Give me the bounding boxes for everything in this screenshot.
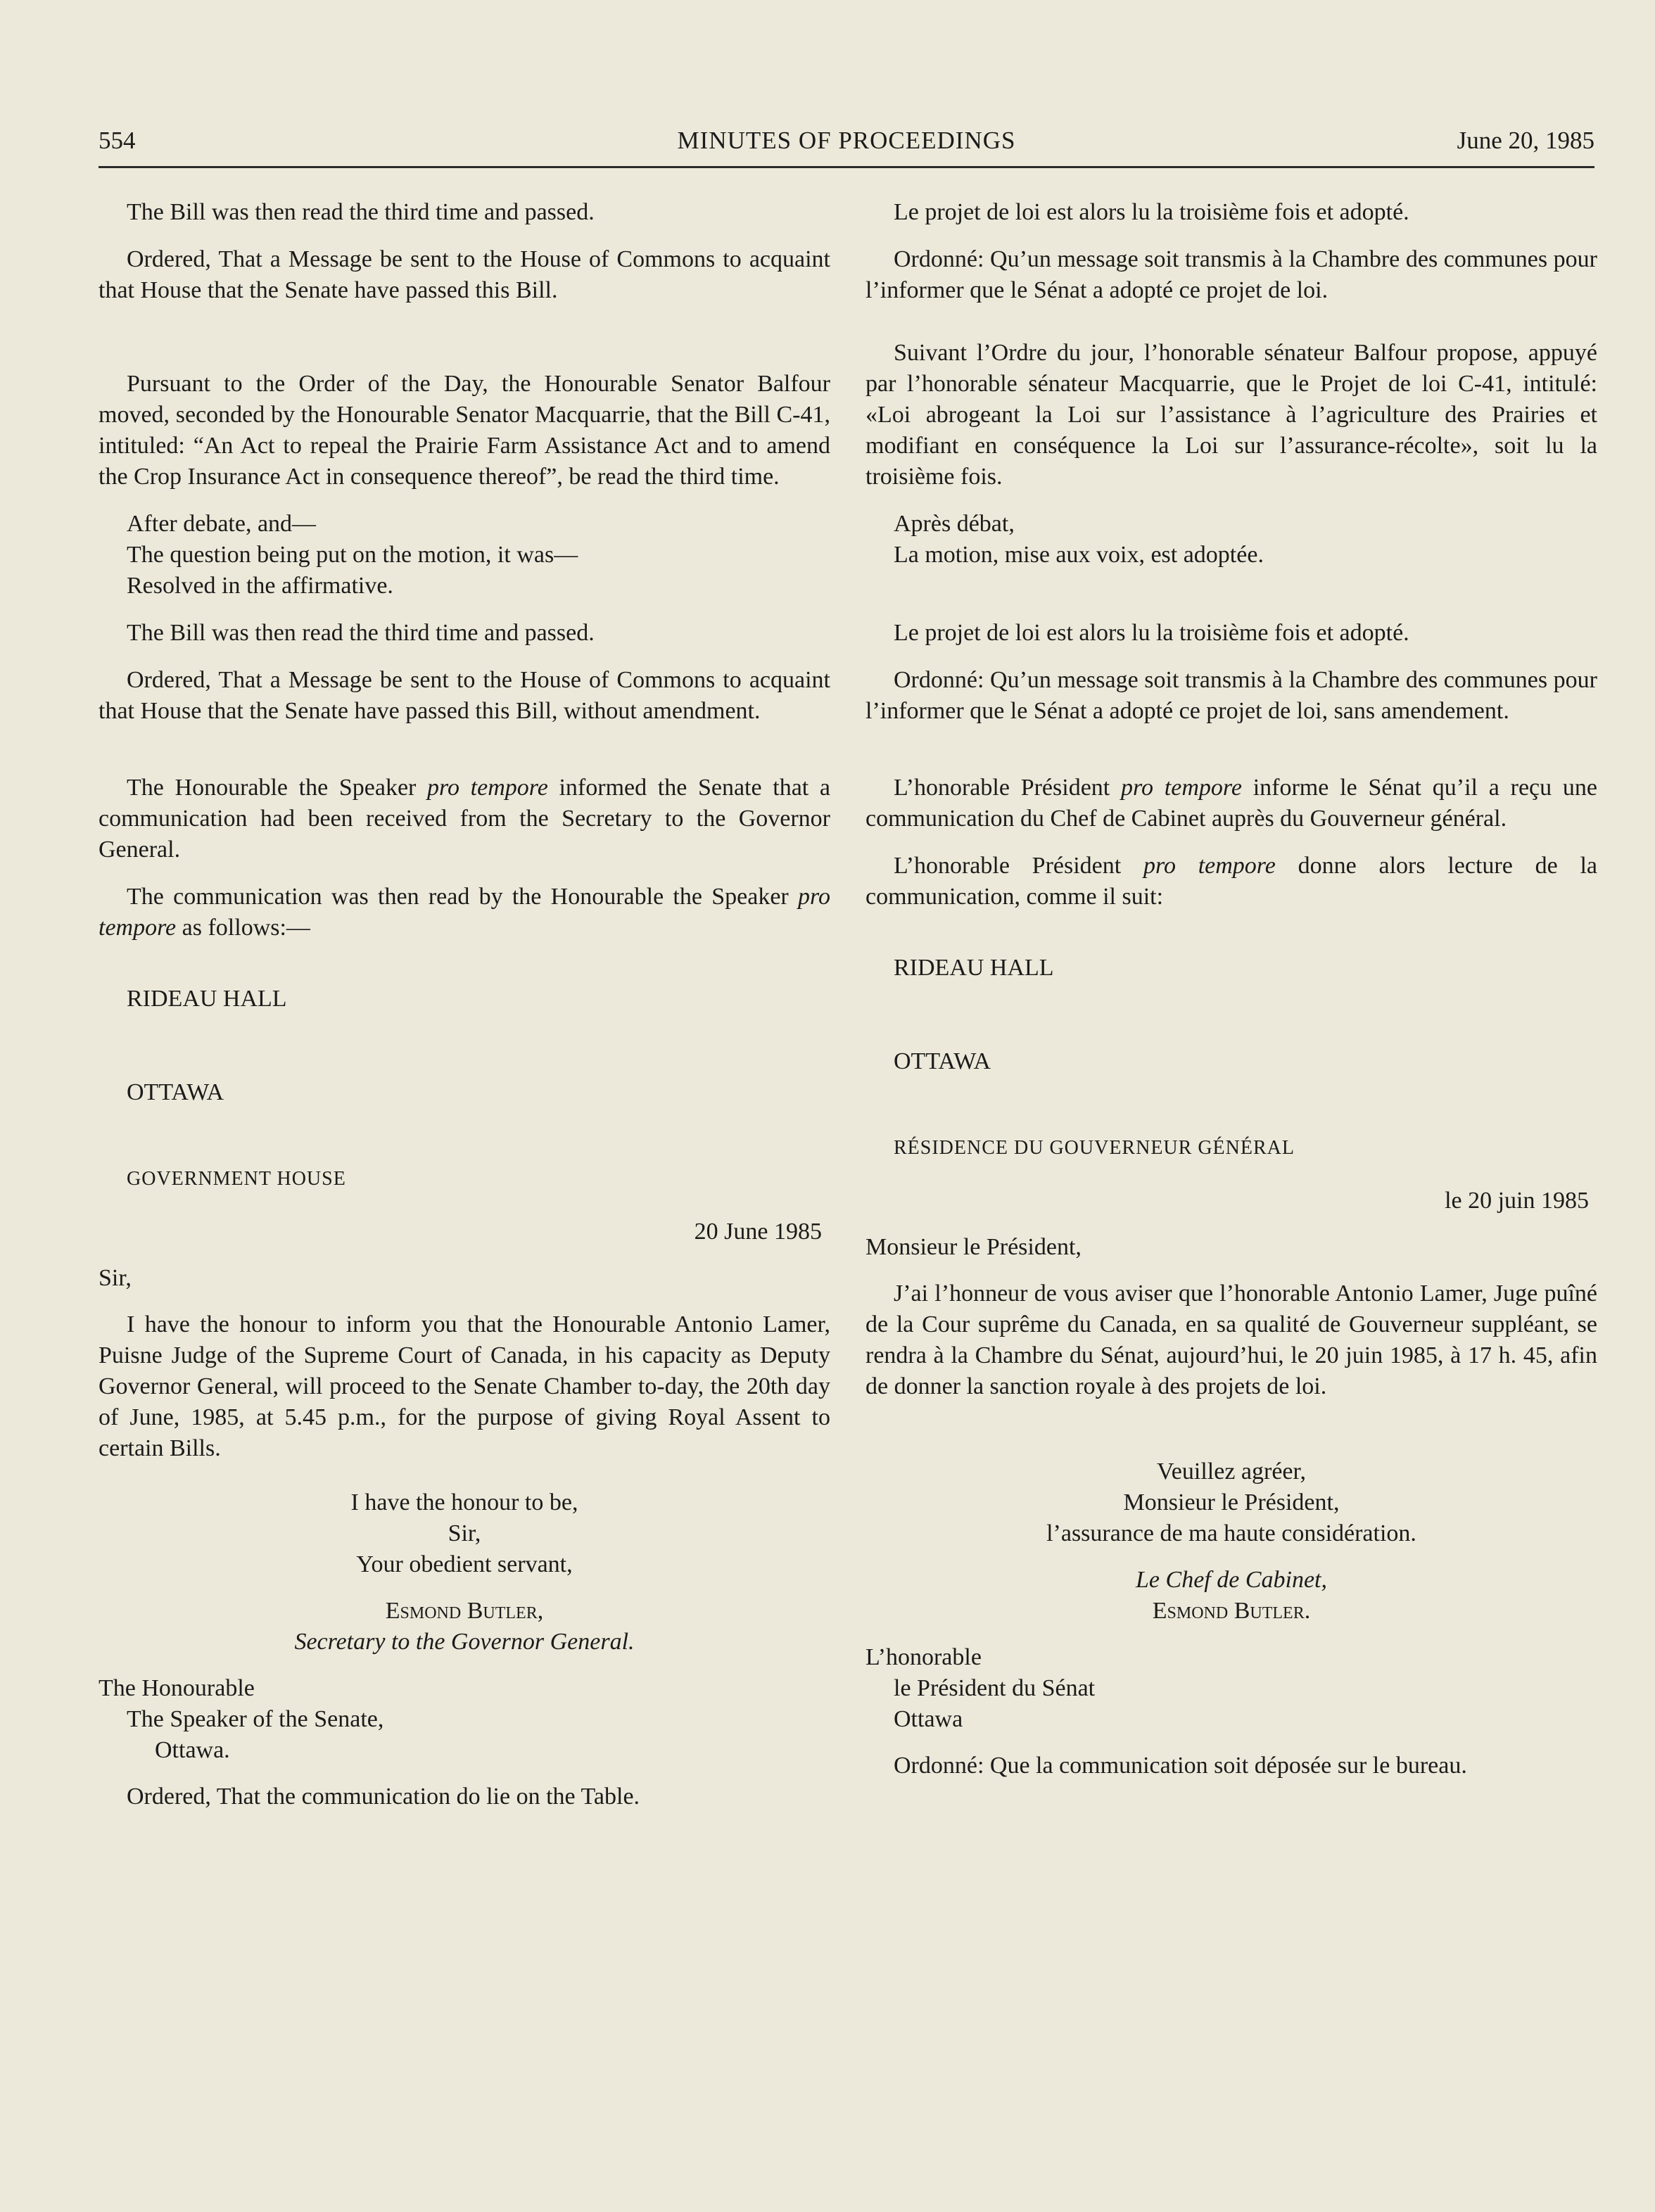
address-line: Ottawa. — [155, 1737, 230, 1763]
debate-line: Après débat, — [894, 511, 1015, 537]
paragraph: L’honorable Président pro tempore informe le Sénat qu’il a reçu une communication du Chef de Cabinet auprès du Gouverneur général. — [865, 775, 1597, 832]
french-column — [865, 197, 1597, 1798]
letter-body: J’ai l’honneur de vous aviser que l’honorable Antonio Lamer, Juge puîné de la Cour suprême du Canada, en sa qualité de Gouverneur suppléant, se rendra à la Chambre du Sénat, aujourd’hui, le 20 juin 1985, à 17 h. 45, afin de donner la sanction royale à des projets de loi. — [865, 1280, 1597, 1399]
paragraph: Ordered, That a Message be sent to the House of Commons to acquaint that House that the Senate have passed this Bill. — [99, 246, 830, 303]
paragraph: Ordered, That a Message be sent to the House of Commons to acquaint that House that the Senate have passed this Bill, without amendment. — [99, 667, 830, 724]
debate-line: After debate, and— — [127, 511, 317, 537]
signer-name: Esmond Butler. — [1152, 1598, 1311, 1624]
closing-line: I have the honour to be, — [350, 1489, 578, 1515]
page-header — [99, 120, 1594, 162]
address-line: L’honorable — [865, 1644, 982, 1670]
closing-line: Veuillez agréer, — [1157, 1458, 1306, 1485]
paragraph: Ordonné: Que la communication soit déposée sur le bureau. — [894, 1753, 1467, 1779]
paragraph: Le projet de loi est alors lu la troisième fois et adopté. — [894, 620, 1409, 646]
paragraph: The Bill was then read the third time and passed. — [127, 199, 595, 225]
address-line: Ottawa — [894, 1706, 963, 1732]
paragraph: Suivant l’Ordre du jour, l’honorable sénateur Balfour propose, appuyé par l’honorable sénateur Macquarrie, que le Projet de loi C-41, intitulé: «Loi abrogeant la Loi sur l’assistance à l’agriculture des Prairies et modifiant en conséquence la Loi sur l’assurance-récolte», soit lu la troisième fois. — [865, 340, 1597, 490]
letter-heading: RIDEAU HALL — [894, 955, 1054, 981]
address-line: The Speaker of the Senate, — [127, 1706, 384, 1732]
letter-heading: RIDEAU HALL — [127, 986, 287, 1012]
english-column — [99, 197, 830, 1829]
signer-name: Esmond Butler, — [385, 1598, 544, 1624]
address-line: The Honourable — [99, 1675, 255, 1701]
signer-title: Secretary to the Governor General. — [294, 1629, 635, 1655]
closing-line: Sir, — [448, 1520, 481, 1546]
closing-line: l’assurance de ma haute considération. — [1046, 1520, 1416, 1546]
debate-line: The question being put on the motion, it was— — [127, 542, 578, 568]
paragraph: Pursuant to the Order of the Day, the Honourable Senator Balfour moved, seconded by the Honourable Senator Macquarrie, that the Bill C-41, intituled: “An Act to repeal the Prairie Farm Assistance Act and to amend the Crop Insurance Act in consequence thereof”, be read the third time. — [99, 371, 830, 490]
letter-address — [99, 1673, 830, 1766]
letter-heading: OTTAWA — [894, 1048, 991, 1074]
letter-subheading: RÉSIDENCE DU GOUVERNEUR GÉNÉRAL — [894, 1137, 1295, 1159]
paragraph: L’honorable Président pro tempore donne alors lecture de la communication, comme il suit: — [865, 853, 1597, 910]
paragraph: The Honourable the Speaker pro tempore informed the Senate that a communication had been received from the Secretary to the Governor General. — [99, 775, 830, 863]
page-date: June 20, 1985 — [1457, 127, 1594, 154]
closing-line: Monsieur le Président, — [1123, 1489, 1340, 1515]
debate-block — [865, 509, 1597, 571]
page-number: 554 — [99, 127, 136, 154]
address-line: le Président du Sénat — [894, 1675, 1096, 1701]
letter-date: le 20 juin 1985 — [1445, 1188, 1589, 1214]
letter-closing — [99, 1487, 830, 1658]
letter-body: I have the honour to inform you that the Honourable Antonio Lamer, Puisne Judge of the Supreme Court of Canada, in his capacity as Deputy Governor General, will proceed to the Senate Chamber to-day, the 20th day of June, 1985, at 5.45 p.m., for the purpose of giving Royal Assent to certain Bills. — [99, 1311, 830, 1461]
letter-subheading: GOVERNMENT HOUSE — [127, 1168, 346, 1190]
salutation: Sir, — [99, 1265, 132, 1291]
letter-closing — [865, 1456, 1597, 1627]
page-title: MINUTES OF PROCEEDINGS — [677, 127, 1016, 154]
letter-address — [865, 1642, 1597, 1735]
paragraph: The communication was then read by the Honourable the Speaker pro tempore as follows:— — [99, 884, 830, 941]
letter-heading: OTTAWA — [127, 1079, 224, 1105]
debate-block — [99, 509, 830, 602]
letter-date: 20 June 1985 — [694, 1219, 822, 1245]
debate-line: Resolved in the affirmative. — [127, 573, 393, 599]
paragraph: Le projet de loi est alors lu la troisième fois et adopté. — [894, 199, 1409, 225]
paragraph: Ordonné: Qu’un message soit transmis à la Chambre des communes pour l’informer que le Sénat a adopté ce projet de loi, sans amendement. — [865, 667, 1597, 724]
paragraph: Ordonné: Qu’un message soit transmis à la Chambre des communes pour l’informer que le Sénat a adopté ce projet de loi. — [865, 246, 1597, 303]
salutation: Monsieur le Président, — [865, 1234, 1082, 1260]
paragraph: The Bill was then read the third time and passed. — [127, 620, 595, 646]
header-rule — [99, 166, 1594, 168]
signer-title: Le Chef de Cabinet, — [1136, 1567, 1327, 1593]
debate-line: La motion, mise aux voix, est adoptée. — [894, 542, 1264, 568]
closing-line: Your obedient servant, — [356, 1551, 573, 1577]
paragraph: Ordered, That the communication do lie on the Table. — [127, 1784, 640, 1810]
